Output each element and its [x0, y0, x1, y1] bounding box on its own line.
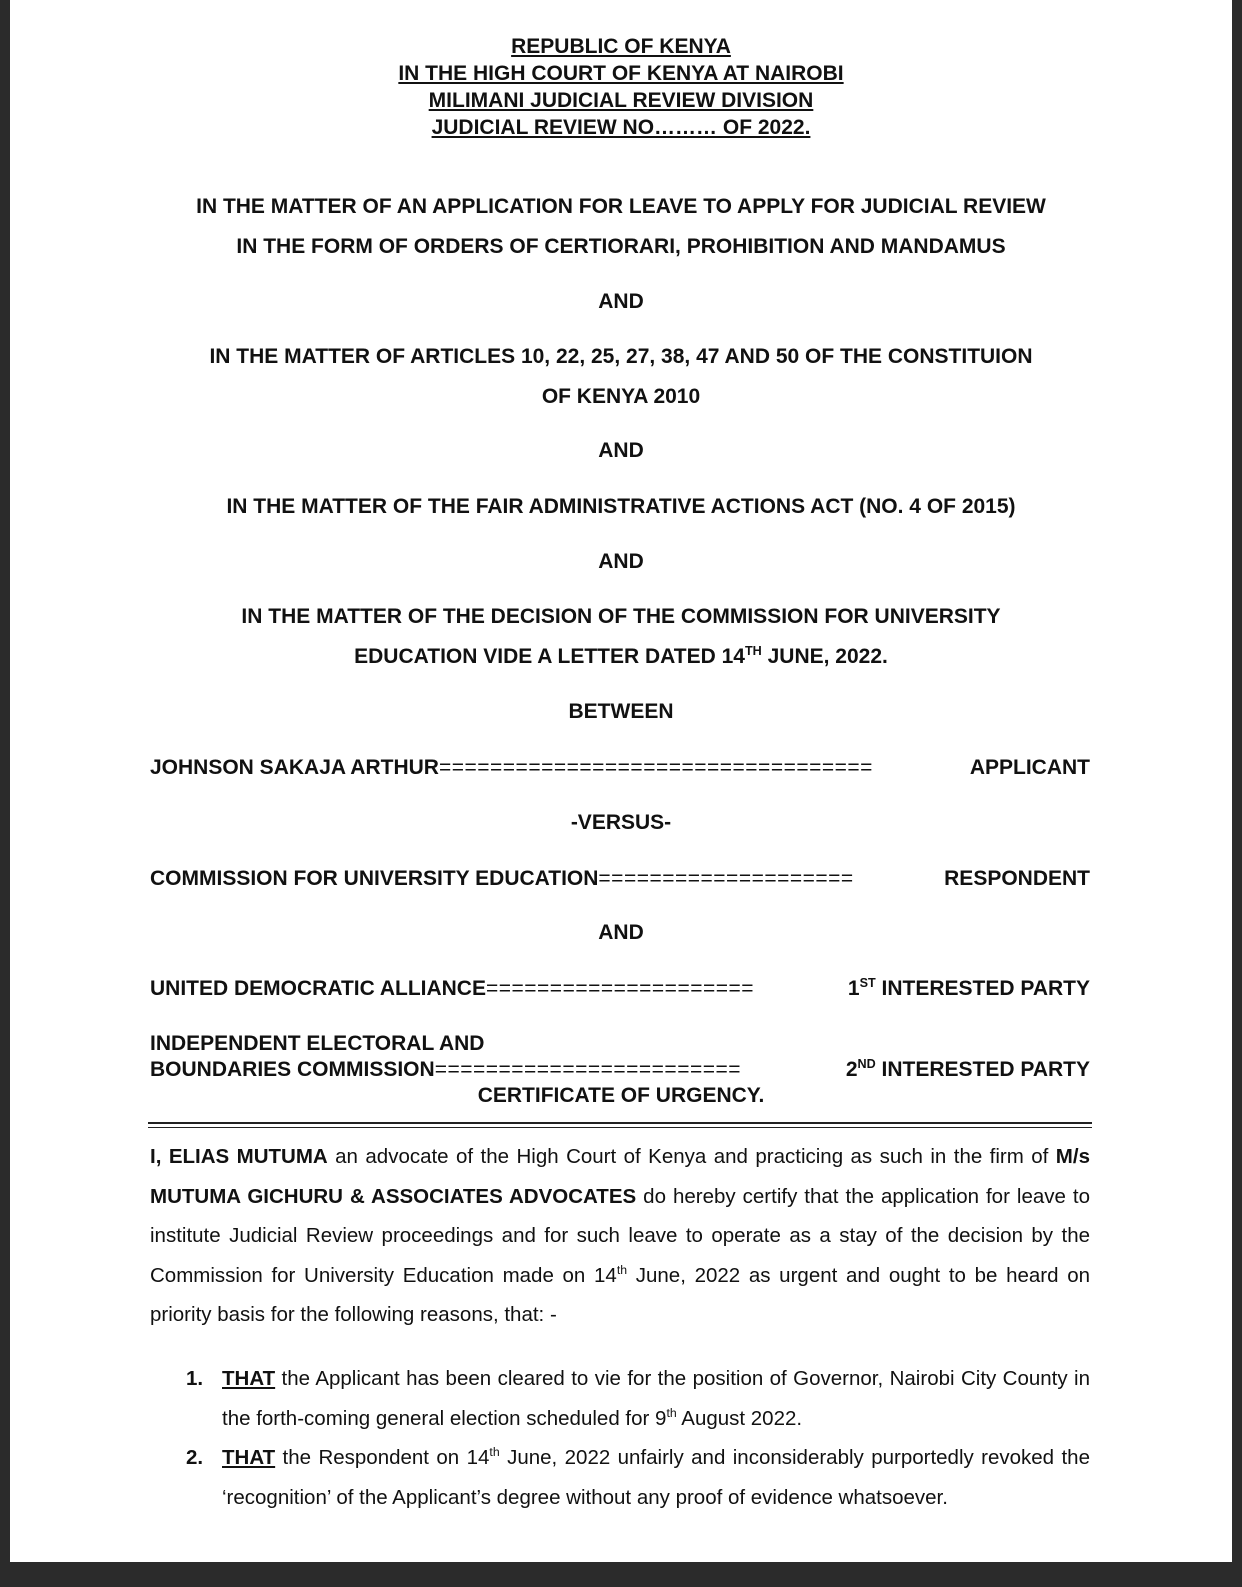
reason-body: THAT the Respondent on 14th June, 2022 unfairly and inconsiderably purportedly revoked the ‘recognition’ of the Applicant’s degree without any proof of evidence whatsoever. [222, 1445, 1090, 1509]
party-interested-1 [150, 976, 1090, 1002]
ip2-line2 [150, 1057, 1090, 1083]
reason-body: THAT the Applicant has been cleared to vie for the position of Governor, Nairobi City County in the forth-coming general election scheduled for 9th August 2022. [222, 1367, 1090, 1430]
document-page [10, 0, 1232, 1562]
ip2-name-line1: INDEPENDENT ELECTORAL AND [150, 1032, 485, 1055]
header-division: MILIMANI JUDICIAL REVIEW DIVISION [428, 89, 814, 112]
reason-number: 1. [186, 1367, 204, 1390]
applicant-name: JOHNSON SAKAJA ARTHUR [150, 756, 439, 779]
matter-decision-line2: EDUCATION VIDE A LETTER DATED 14TH JUNE, 2022. [354, 644, 888, 668]
divider-top [148, 1122, 1092, 1124]
applicant-role: APPLICANT [969, 756, 1090, 779]
party-respondent [150, 866, 1090, 892]
reason-number: 2. [186, 1446, 204, 1469]
respondent-name: COMMISSION FOR UNIVERSITY EDUCATION [150, 867, 599, 890]
versus-label: -VERSUS- [570, 811, 672, 834]
divider-bottom [148, 1127, 1092, 1128]
and-separator-1: AND [598, 290, 644, 313]
reason-lead: THAT [222, 1367, 276, 1390]
paragraph-text-1: an advocate of the High Court of Kenya and practicing as such in the firm of [327, 1145, 1056, 1168]
and-separator-2: AND [598, 439, 644, 462]
between-label: BETWEEN [568, 700, 674, 723]
matter-fair-admin-act: IN THE MATTER OF THE FAIR ADMINISTRATIVE ACTIONS ACT (NO. 4 OF 2015) [226, 495, 1016, 518]
paragraph-sup: th [616, 1262, 628, 1277]
applicant-fill: ================================== [438, 756, 873, 779]
party-applicant [150, 755, 1090, 781]
paragraph-text-3: June, 2022 as urgent and ought to be heard on priority basis for the following reasons, that: - [150, 1263, 1091, 1326]
header-court: IN THE HIGH COURT OF KENYA AT NAIROBI [398, 62, 844, 85]
court-header [10, 33, 1232, 141]
firm-name: M/s MUTUMA GICHURU & ASSOCIATES ADVOCATES [150, 1145, 1090, 1208]
matter-decision-line1: IN THE MATTER OF THE DECISION OF THE COMMISSION FOR UNIVERSITY [241, 605, 1001, 628]
matter-application [10, 187, 1232, 267]
header-case-number: JUDICIAL REVIEW NO……… OF 2022. [431, 116, 811, 139]
header-republic: REPUBLIC OF KENYA [511, 35, 731, 58]
matter-application-line1: IN THE MATTER OF AN APPLICATION FOR LEAVE TO APPLY FOR JUDICIAL REVIEW [196, 195, 1046, 218]
reason-lead: THAT [222, 1446, 276, 1469]
ip1-role: 1ST INTERESTED PARTY [847, 976, 1090, 1000]
respondent-role: RESPONDENT [944, 867, 1090, 890]
and-separator-3: AND [598, 550, 644, 573]
certificate-paragraph [150, 1137, 1090, 1335]
respondent-fill: ==================== [598, 867, 854, 890]
paragraph-text-2: do hereby certify that the application for leave to institute Judicial Review proceedings and for such leave to operate as a stay of the decision by the Commission for University Education made on 14 [150, 1184, 1090, 1287]
viewer-bottom-bar [0, 1562, 1242, 1587]
matter-decision [10, 597, 1232, 677]
ip2-role: 2ND INTERESTED PARTY [845, 1057, 1090, 1081]
advocate-name: I, ELIAS MUTUMA [150, 1145, 328, 1168]
ip1-fill: ===================== [485, 977, 755, 1000]
ip2-fill: ======================== [434, 1058, 742, 1081]
certificate-title: CERTIFICATE OF URGENCY. [477, 1084, 765, 1107]
matter-articles-line1: IN THE MATTER OF ARTICLES 10, 22, 25, 27, 38, 47 AND 50 OF THE CONSTITUION [209, 345, 1033, 368]
ip1-name: UNITED DEMOCRATIC ALLIANCE [150, 977, 486, 1000]
matter-application-line2: IN THE FORM OF ORDERS OF CERTIORARI, PROHIBITION AND MANDAMUS [236, 235, 1006, 258]
matter-articles-line2: OF KENYA 2010 [541, 385, 701, 408]
and-separator-4: AND [598, 921, 644, 944]
matter-articles [10, 337, 1232, 417]
ip2-name-line2: BOUNDARIES COMMISSION [150, 1058, 435, 1081]
party-interested-2 [150, 1031, 1090, 1083]
